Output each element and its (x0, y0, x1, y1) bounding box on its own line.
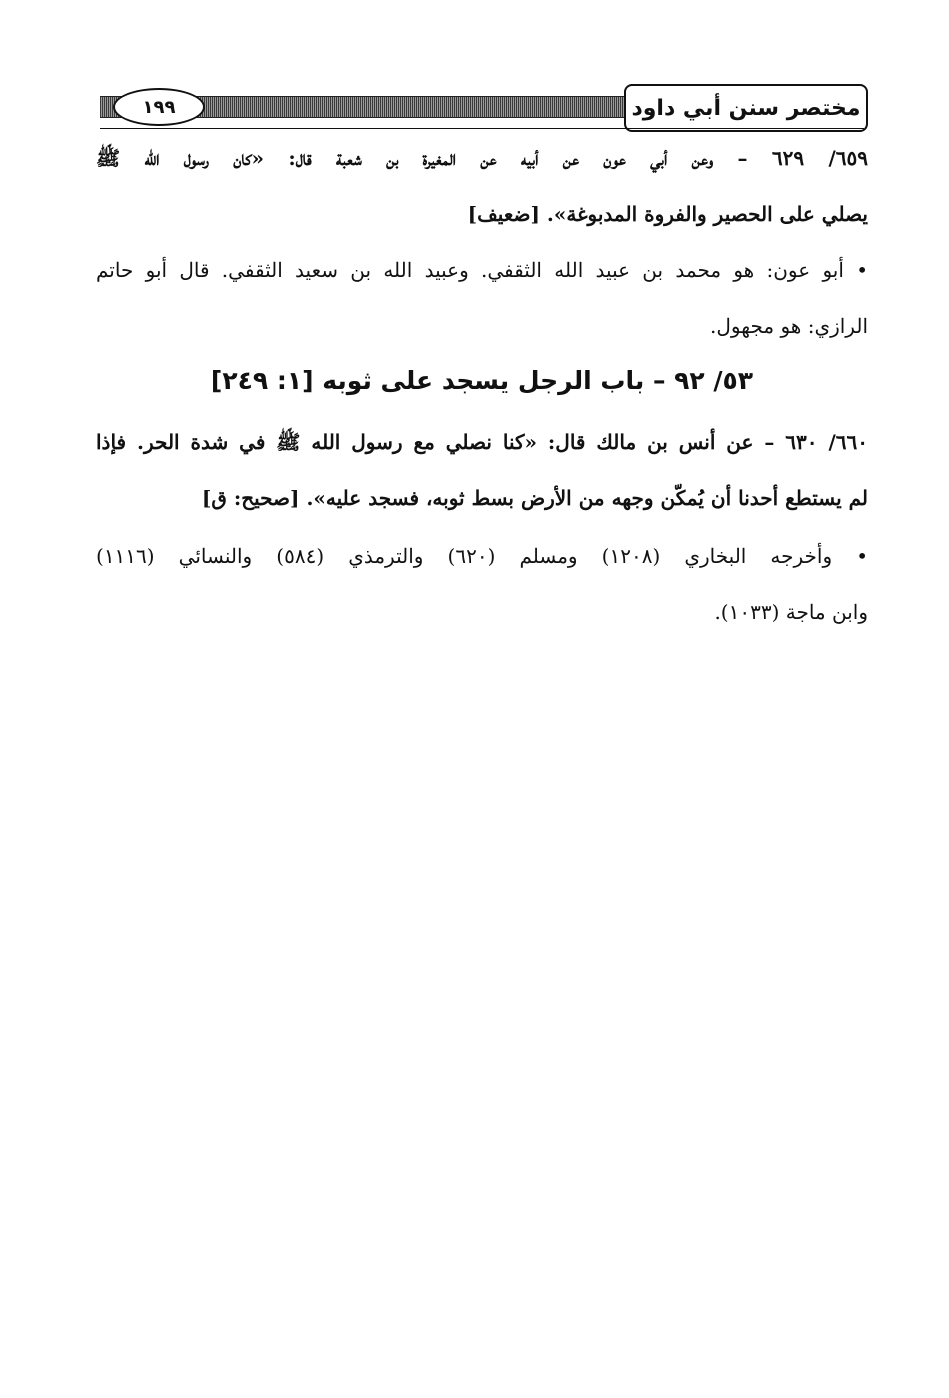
note-text-line: الرازي: هو مجهول. (710, 314, 868, 338)
page-number: ١٩٩ (142, 96, 176, 118)
hadith-text-line: لم يستطع أحدنا أن يُمكّن وجهه من الأرض بسط ثوبه، فسجد عليه». [صحيح: ق] (201, 486, 868, 510)
note-text-line: • أبو عون: هو محمد بن عبيد الله الثقفي. وعبيد الله بن سعيد الثقفي. قال أبو حاتم (96, 258, 868, 282)
narrator-note (96, 242, 868, 354)
hadith-text-line: يصلي على الحصير والفروة المدبوغة». [ضعيف] (467, 202, 868, 226)
note-text-line: • وأخرجه البخاري (١٢٠٨) ومسلم (٦٢٠) والترمذي (٥٨٤) والنسائي (١١١٦) (96, 544, 868, 568)
hadith-text-line: ٦٦٠/ ٦٣٠ – عن أنس بن مالك قال: «كنا نصلي مع رسول الله ﷺ في شدة الحر. فإذا (96, 430, 868, 454)
hadith-entry-660 (96, 414, 868, 526)
hadith-entry-659 (96, 130, 868, 242)
header-rule (100, 128, 864, 129)
hadith-text-line: ٦٥٩/ ٦٢٩ – وعن أبي عون عن أبيه عن المغيرة بن شعبة قال: «كان رسول الله ﷺ (96, 146, 868, 170)
page-number-oval (113, 88, 205, 126)
book-title: مختصر سنن أبي داود (631, 95, 861, 121)
note-text-line: وابن ماجة (١٠٣٣). (714, 600, 868, 624)
takhrij-note (96, 528, 868, 640)
book-title-box (624, 84, 868, 132)
chapter-heading: ٥٣/ ٩٢ – باب الرجل يسجد على ثوبه [١: ٢٤٩] (210, 366, 754, 395)
